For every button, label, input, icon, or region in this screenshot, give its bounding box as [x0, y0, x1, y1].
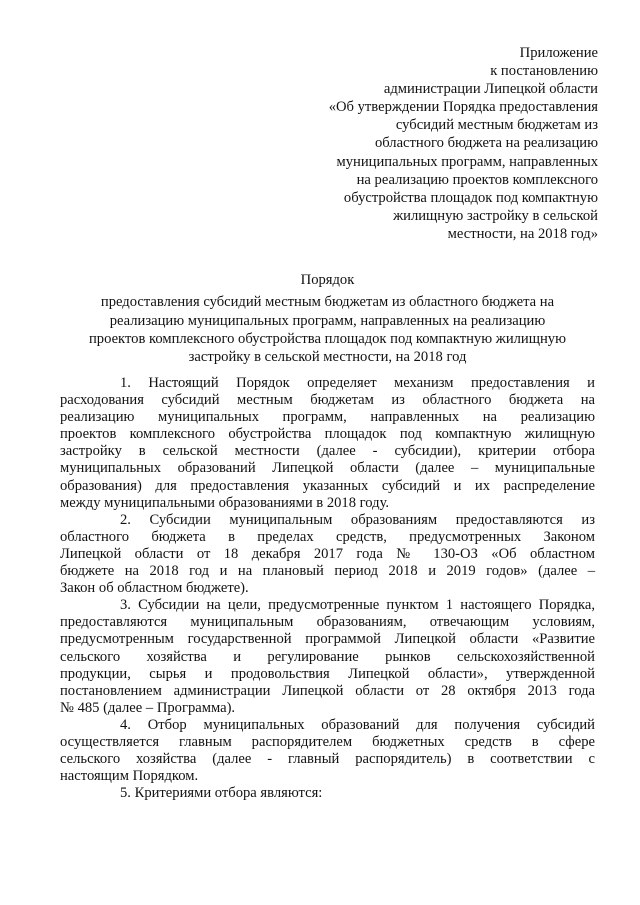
document-body	[60, 375, 595, 802]
title-heading: Порядок	[300, 272, 355, 288]
paragraph-line: сельского хозяйства и регулирование рынков сельскохозяйственной	[60, 648, 595, 665]
paragraph-line: сельского хозяйства (далее - главный распорядитель) в соответствии с	[60, 751, 595, 768]
title-line: реализацию муниципальных программ, направленных на реализацию	[109, 312, 546, 329]
paragraph-line: предусмотренным государственной программой Липецкой области «Развитие	[60, 631, 595, 648]
paragraph-line: настоящим Порядком.	[60, 768, 199, 785]
title-line: проектов комплексного обустройства площадок под компактную жилищную	[89, 330, 566, 347]
paragraph-line: проектов комплексного обустройства площадок под компактную жилищную	[60, 426, 595, 443]
paragraph-line: расходования субсидий местным бюджетам из областного бюджета на	[60, 392, 595, 409]
paragraph-line: 5. Критериями отбора являются:	[120, 785, 323, 802]
appendix-header-line: субсидий местным бюджетам из	[395, 117, 598, 134]
appendix-header-line: к постановлению	[490, 63, 598, 80]
paragraph-line: застройку в сельской местности (далее - субсидии), критерии отбора	[60, 443, 595, 460]
appendix-header-line: областного бюджета на реализацию	[374, 135, 598, 152]
appendix-header-line: администрации Липецкой области	[383, 81, 598, 98]
paragraph-line: 4. Отбор муниципальных образований для получения субсидий	[120, 716, 595, 733]
appendix-header	[298, 44, 598, 243]
paragraph-line: между муниципальными образованиями в 2018 году.	[60, 494, 390, 511]
paragraph-2	[60, 511, 595, 597]
paragraph-line: осуществляется главным распорядителем бюджетных средств в сфере	[60, 733, 595, 750]
paragraph-line: № 485 (далее – Программа).	[60, 699, 236, 716]
paragraph-line: муниципальных образований Липецкой области (далее – муниципальные	[60, 460, 595, 477]
paragraph-1	[60, 375, 595, 512]
paragraph-line: образования) для предоставления указанных субсидий и их распределение	[60, 477, 595, 494]
paragraph-line: 3. Субсидии на цели, предусмотренные пунктом 1 настоящего Порядка,	[120, 597, 595, 614]
paragraph-line: постановлением администрации Липецкой области от 28 октября 2013 года	[60, 682, 595, 699]
paragraph-line: областного бюджета в пределах средств, предусмотренных Законом	[60, 528, 595, 545]
title-line: застройку в сельской местности, на 2018 год	[188, 349, 467, 366]
paragraph-3	[60, 597, 595, 717]
appendix-header-line: обустройства площадок под компактную	[343, 189, 598, 206]
appendix-header-line: на реализацию проектов комплексного	[356, 171, 598, 188]
appendix-header-line: местности, на 2018 год»	[447, 225, 598, 242]
appendix-header-line: «Об утверждении Порядка предоставления	[328, 99, 598, 116]
paragraph-line: Закон об областном бюджете).	[60, 580, 249, 597]
appendix-header-line: муниципальных программ, направленных	[336, 153, 598, 170]
paragraph-line: 1. Настоящий Порядок определяет механизм предоставления и	[120, 375, 595, 391]
paragraph-line: продукции, сырья и продовольствия Липецкой области», утвержденной	[60, 665, 595, 682]
document-title	[60, 271, 595, 366]
appendix-header-line: Приложение	[519, 45, 598, 61]
paragraph-line: предоставляются муниципальным образованиям, отвечающим условиям,	[60, 614, 595, 631]
appendix-header-line: жилищную застройку в сельской	[393, 207, 598, 224]
title-line: предоставления субсидий местным бюджетам из областного бюджета на	[100, 294, 555, 311]
paragraph-line: бюджете на 2018 год и на плановый период 2018 и 2019 годов» (далее –	[60, 563, 595, 580]
paragraph-5	[90, 785, 595, 802]
paragraph-line: Липецкой области от 18 декабря 2017 года № 130-ОЗ «Об областном	[60, 545, 595, 562]
paragraph-line: 2. Субсидии муниципальным образованиям предоставляются из	[120, 511, 595, 528]
paragraph-4	[60, 716, 595, 785]
paragraph-line: реализацию муниципальных программ, направленных на реализацию	[60, 409, 595, 426]
